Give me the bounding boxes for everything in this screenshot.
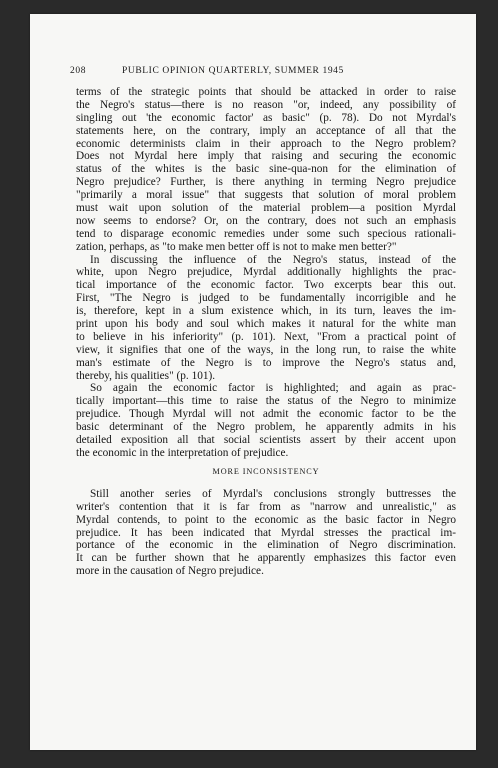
text-line: status of the whites is the basic sine-qua-non for the elimination of [76, 163, 456, 176]
text-line: tically important—this time to raise the status of the Negro to minimize [76, 395, 456, 408]
text-line: man's estimate of the Negro is to improve the Negro's status and, [76, 356, 456, 369]
text-line: "primarily a moral issue" that suggests that solution of moral problem [76, 189, 456, 202]
text-line: view, it signifies that one of the ways, in the long run, to raise the white [76, 343, 456, 356]
text-line: writer's contention that it is far from as "narrow and unrealistic," as [76, 500, 456, 513]
paragraph-3 [76, 382, 456, 459]
text-line: terms of the strategic points that should be attacked in order to raise [76, 86, 456, 98]
text-line: tend to disparage economic remedies under some such specious rationali- [76, 227, 456, 240]
running-header [70, 66, 432, 80]
text-line: print upon his body and soul which makes it natural for the white man [76, 318, 456, 331]
text-line: detailed exposition all that social scientists assert by their accent upon [76, 434, 456, 447]
text-line: It can be further shown that he apparently emphasizes this factor even [76, 552, 456, 565]
journal-title: PUBLIC OPINION QUARTERLY, SUMMER 1945 [122, 66, 344, 76]
text-line: tical importance of the economic factor. Two excerpts bear this out. [76, 279, 456, 292]
text-line: portance of the economic in the elimination of Negro discrimination. [76, 539, 456, 552]
text-line: prejudice. It has been indicated that Myrdal stresses the practical im- [76, 526, 456, 539]
text-line: the economic in the interpretation of prejudice. [76, 446, 289, 459]
article-body [76, 86, 456, 578]
text-line: economic determinists claim in their approach to the Negro problem? [76, 137, 456, 150]
text-line: more in the causation of Negro prejudice. [76, 565, 264, 578]
text-line: In discussing the influence of the Negro's status, instead of the [90, 253, 456, 266]
text-line: statements here, on the contrary, imply an acceptance of all that the [76, 124, 456, 137]
paragraph-2 [76, 254, 456, 383]
text-line: First, "The Negro is judged to be fundamentally incorrigible and he [76, 292, 456, 305]
text-line: now seems to endorse? Or, on the contrary, does not such an emphasis [76, 214, 456, 227]
text-line: Negro prejudice? Further, is there anything in terming Negro prejudice [76, 176, 456, 189]
text-line: Does not Myrdal here imply that raising and securing the economic [76, 150, 456, 163]
text-line: thereby, his qualities" (p. 101). [76, 369, 216, 382]
text-line: zation, perhaps, as "to make men better off is not to make men better?" [76, 240, 397, 253]
section-heading: MORE INCONSISTENCY [212, 466, 320, 476]
page-number: 208 [70, 66, 87, 76]
text-line: the Negro's status—there is no reason "or, indeed, any possibility of [76, 98, 456, 111]
text-line: Still another series of Myrdal's conclusions strongly buttresses the [90, 487, 456, 500]
text-line: basic determinant of the Negro problem, he apparently admits in his [76, 421, 456, 434]
text-line: So again the economic factor is highlighted; and again as prac- [90, 382, 456, 395]
paragraph-1 [76, 86, 456, 254]
text-line: must wait upon solution of the material problem—a position Myrdal [76, 202, 456, 215]
text-line: is, therefore, kept in a slum existence which, in its turn, leaves the im- [76, 305, 456, 318]
text-line: white, upon Negro prejudice, Myrdal additionally highlights the prac- [76, 266, 456, 279]
text-line: prejudice. Though Myrdal will not admit the economic factor to be the [76, 408, 456, 421]
text-line: to believe in his inferiority" (p. 101). Next, "From a practical point of [76, 330, 456, 343]
text-line: singling out 'the economic factor' as basic" (p. 78). Do not Myrdal's [76, 111, 456, 124]
text-line: Myrdal contends, to point to the economic as the basic factor in Negro [76, 513, 456, 526]
paragraph-4 [76, 488, 456, 578]
